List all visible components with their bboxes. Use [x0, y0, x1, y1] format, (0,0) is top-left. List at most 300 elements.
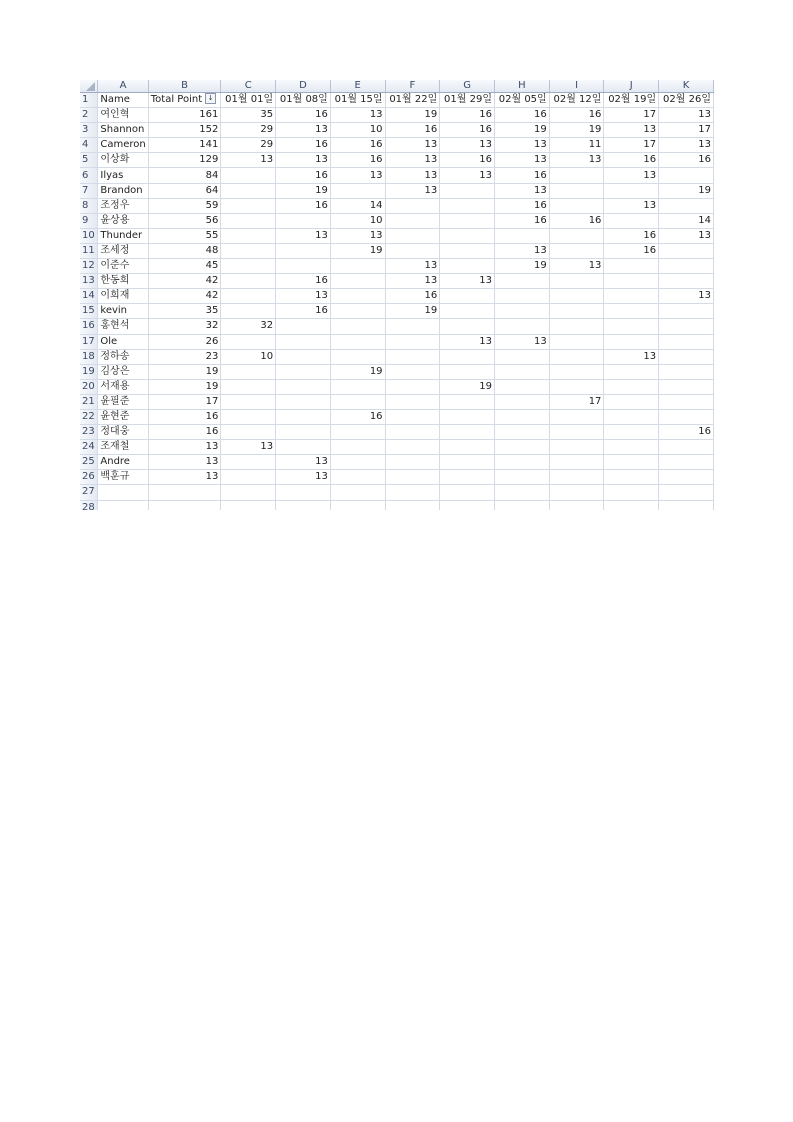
total-point-cell[interactable]: 13 [148, 455, 221, 470]
score-cell[interactable] [604, 425, 659, 440]
score-cell[interactable] [549, 379, 604, 394]
score-cell[interactable] [385, 334, 440, 349]
score-cell[interactable] [549, 304, 604, 319]
score-cell[interactable] [659, 334, 714, 349]
name-cell[interactable]: 여인혁 [98, 108, 148, 123]
score-cell[interactable] [440, 304, 495, 319]
score-cell[interactable]: 16 [659, 425, 714, 440]
score-cell[interactable]: 13 [276, 289, 331, 304]
score-cell[interactable] [440, 228, 495, 243]
score-cell[interactable] [659, 259, 714, 274]
score-cell[interactable] [604, 304, 659, 319]
column-header-d[interactable]: D [276, 80, 331, 93]
score-cell[interactable] [276, 319, 331, 334]
score-cell[interactable]: 13 [659, 138, 714, 153]
name-cell[interactable]: 정하송 [98, 349, 148, 364]
header-date-cell[interactable]: 01월 29일 [440, 93, 495, 108]
score-cell[interactable] [604, 334, 659, 349]
score-cell[interactable] [604, 289, 659, 304]
score-cell[interactable]: 16 [440, 123, 495, 138]
score-cell[interactable] [440, 243, 495, 258]
row-number[interactable]: 19 [80, 364, 98, 379]
score-cell[interactable]: 13 [494, 243, 549, 258]
score-cell[interactable]: 10 [330, 123, 385, 138]
score-cell[interactable] [494, 470, 549, 485]
score-cell[interactable] [440, 349, 495, 364]
header-date-cell[interactable]: 02월 19일 [604, 93, 659, 108]
total-point-cell[interactable]: 42 [148, 289, 221, 304]
score-cell[interactable]: 13 [385, 153, 440, 168]
score-cell[interactable] [659, 455, 714, 470]
score-cell[interactable] [549, 364, 604, 379]
score-cell[interactable]: 16 [440, 153, 495, 168]
score-cell[interactable] [494, 394, 549, 409]
score-cell[interactable] [659, 409, 714, 424]
row-number[interactable]: 23 [80, 425, 98, 440]
score-cell[interactable] [385, 455, 440, 470]
score-cell[interactable] [330, 304, 385, 319]
row-number[interactable]: 24 [80, 440, 98, 455]
score-cell[interactable]: 13 [494, 334, 549, 349]
name-cell[interactable]: 이희재 [98, 289, 148, 304]
score-cell[interactable]: 14 [659, 213, 714, 228]
score-cell[interactable]: 16 [385, 289, 440, 304]
score-cell[interactable] [549, 425, 604, 440]
score-cell[interactable] [604, 409, 659, 424]
name-cell[interactable] [98, 485, 148, 500]
score-cell[interactable] [494, 364, 549, 379]
total-point-cell[interactable]: 129 [148, 153, 221, 168]
score-cell[interactable] [494, 409, 549, 424]
score-cell[interactable] [659, 379, 714, 394]
score-cell[interactable] [494, 349, 549, 364]
score-cell[interactable] [221, 228, 276, 243]
score-cell[interactable] [276, 409, 331, 424]
score-cell[interactable] [385, 349, 440, 364]
row-number[interactable]: 16 [80, 319, 98, 334]
score-cell[interactable] [221, 289, 276, 304]
score-cell[interactable] [221, 455, 276, 470]
score-cell[interactable] [385, 500, 440, 510]
row-number[interactable]: 7 [80, 183, 98, 198]
score-cell[interactable]: 13 [385, 138, 440, 153]
row-number[interactable]: 1 [80, 93, 98, 108]
score-cell[interactable] [604, 274, 659, 289]
score-cell[interactable] [440, 213, 495, 228]
score-cell[interactable] [659, 304, 714, 319]
score-cell[interactable] [659, 168, 714, 183]
score-cell[interactable]: 13 [385, 259, 440, 274]
name-cell[interactable]: Brandon [98, 183, 148, 198]
score-cell[interactable]: 16 [440, 108, 495, 123]
score-cell[interactable] [385, 409, 440, 424]
score-cell[interactable] [385, 364, 440, 379]
name-cell[interactable]: 조세정 [98, 243, 148, 258]
score-cell[interactable] [221, 425, 276, 440]
total-point-cell[interactable]: 48 [148, 243, 221, 258]
name-cell[interactable]: 윤현준 [98, 409, 148, 424]
score-cell[interactable] [330, 334, 385, 349]
score-cell[interactable] [330, 183, 385, 198]
name-cell[interactable]: kevin [98, 304, 148, 319]
score-cell[interactable]: 13 [659, 108, 714, 123]
score-cell[interactable]: 19 [330, 364, 385, 379]
score-cell[interactable] [549, 289, 604, 304]
score-cell[interactable] [549, 470, 604, 485]
score-cell[interactable]: 13 [494, 138, 549, 153]
score-cell[interactable] [221, 259, 276, 274]
score-cell[interactable]: 13 [385, 274, 440, 289]
score-cell[interactable] [385, 198, 440, 213]
score-cell[interactable]: 29 [221, 138, 276, 153]
name-cell[interactable]: 이준수 [98, 259, 148, 274]
name-cell[interactable]: 홍현석 [98, 319, 148, 334]
name-cell[interactable]: 조재철 [98, 440, 148, 455]
score-cell[interactable]: 19 [494, 259, 549, 274]
score-cell[interactable] [276, 334, 331, 349]
score-cell[interactable] [604, 394, 659, 409]
score-cell[interactable] [330, 394, 385, 409]
score-cell[interactable] [221, 243, 276, 258]
score-cell[interactable] [330, 319, 385, 334]
score-cell[interactable] [659, 274, 714, 289]
header-name-cell[interactable]: Name [98, 93, 148, 108]
score-cell[interactable]: 19 [385, 108, 440, 123]
total-point-cell[interactable]: 17 [148, 394, 221, 409]
score-cell[interactable] [385, 228, 440, 243]
row-number[interactable]: 4 [80, 138, 98, 153]
score-cell[interactable] [494, 289, 549, 304]
score-cell[interactable] [440, 440, 495, 455]
score-cell[interactable] [385, 470, 440, 485]
total-point-cell[interactable]: 161 [148, 108, 221, 123]
score-cell[interactable] [221, 168, 276, 183]
header-date-cell[interactable]: 02월 05일 [494, 93, 549, 108]
score-cell[interactable]: 13 [330, 228, 385, 243]
score-cell[interactable] [221, 485, 276, 500]
column-header-k[interactable]: K [659, 80, 714, 93]
score-cell[interactable] [604, 319, 659, 334]
score-cell[interactable]: 19 [440, 379, 495, 394]
name-cell[interactable]: 김상은 [98, 364, 148, 379]
score-cell[interactable] [604, 500, 659, 510]
score-cell[interactable]: 13 [659, 228, 714, 243]
name-cell[interactable]: Ilyas [98, 168, 148, 183]
row-number[interactable]: 21 [80, 394, 98, 409]
row-number[interactable]: 5 [80, 153, 98, 168]
score-cell[interactable] [549, 455, 604, 470]
score-cell[interactable]: 17 [604, 138, 659, 153]
score-cell[interactable] [385, 379, 440, 394]
score-cell[interactable] [276, 259, 331, 274]
score-cell[interactable] [440, 455, 495, 470]
score-cell[interactable] [221, 304, 276, 319]
name-cell[interactable]: 윤상용 [98, 213, 148, 228]
score-cell[interactable]: 11 [549, 138, 604, 153]
score-cell[interactable] [604, 259, 659, 274]
score-cell[interactable] [659, 470, 714, 485]
row-number[interactable]: 22 [80, 409, 98, 424]
score-cell[interactable] [659, 485, 714, 500]
score-cell[interactable] [330, 440, 385, 455]
name-cell[interactable] [98, 500, 148, 510]
score-cell[interactable] [659, 198, 714, 213]
score-cell[interactable]: 16 [549, 108, 604, 123]
score-cell[interactable] [494, 228, 549, 243]
score-cell[interactable] [440, 198, 495, 213]
score-cell[interactable]: 17 [659, 123, 714, 138]
score-cell[interactable]: 16 [330, 409, 385, 424]
score-cell[interactable]: 19 [276, 183, 331, 198]
score-cell[interactable]: 13 [604, 198, 659, 213]
total-point-cell[interactable]: 64 [148, 183, 221, 198]
score-cell[interactable] [494, 425, 549, 440]
score-cell[interactable]: 16 [330, 138, 385, 153]
score-cell[interactable] [440, 425, 495, 440]
score-cell[interactable] [494, 379, 549, 394]
score-cell[interactable] [494, 455, 549, 470]
name-cell[interactable]: Andre [98, 455, 148, 470]
column-header-c[interactable]: C [221, 80, 276, 93]
score-cell[interactable] [604, 379, 659, 394]
name-cell[interactable]: Thunder [98, 228, 148, 243]
score-cell[interactable]: 13 [276, 470, 331, 485]
score-cell[interactable]: 16 [276, 274, 331, 289]
total-point-cell[interactable]: 42 [148, 274, 221, 289]
score-cell[interactable] [659, 440, 714, 455]
row-number[interactable]: 13 [80, 274, 98, 289]
header-date-cell[interactable]: 01월 22일 [385, 93, 440, 108]
select-all-corner[interactable] [80, 80, 98, 93]
name-cell[interactable]: Shannon [98, 123, 148, 138]
score-cell[interactable]: 16 [494, 213, 549, 228]
row-number[interactable]: 12 [80, 259, 98, 274]
total-point-cell[interactable]: 13 [148, 470, 221, 485]
score-cell[interactable]: 16 [276, 168, 331, 183]
total-point-cell[interactable]: 55 [148, 228, 221, 243]
column-header-a[interactable]: A [98, 80, 148, 93]
score-cell[interactable]: 13 [276, 228, 331, 243]
score-cell[interactable] [494, 440, 549, 455]
score-cell[interactable]: 17 [549, 394, 604, 409]
score-cell[interactable] [440, 289, 495, 304]
score-cell[interactable] [494, 304, 549, 319]
header-date-cell[interactable]: 02월 26일 [659, 93, 714, 108]
score-cell[interactable] [221, 274, 276, 289]
score-cell[interactable] [221, 409, 276, 424]
score-cell[interactable] [549, 198, 604, 213]
score-cell[interactable]: 16 [659, 153, 714, 168]
score-cell[interactable] [221, 364, 276, 379]
score-cell[interactable] [330, 379, 385, 394]
score-cell[interactable]: 16 [385, 123, 440, 138]
score-cell[interactable]: 13 [276, 123, 331, 138]
score-cell[interactable] [330, 500, 385, 510]
score-cell[interactable] [385, 394, 440, 409]
name-cell[interactable]: 서재용 [98, 379, 148, 394]
score-cell[interactable]: 13 [659, 289, 714, 304]
score-cell[interactable] [440, 394, 495, 409]
score-cell[interactable]: 19 [330, 243, 385, 258]
row-number[interactable]: 28 [80, 500, 98, 510]
score-cell[interactable] [221, 183, 276, 198]
score-cell[interactable]: 14 [330, 198, 385, 213]
score-cell[interactable] [549, 485, 604, 500]
score-cell[interactable]: 13 [276, 455, 331, 470]
row-number[interactable]: 6 [80, 168, 98, 183]
total-point-cell[interactable]: 16 [148, 409, 221, 424]
score-cell[interactable] [276, 440, 331, 455]
score-cell[interactable]: 13 [494, 183, 549, 198]
score-cell[interactable] [330, 425, 385, 440]
score-cell[interactable] [385, 319, 440, 334]
score-cell[interactable] [604, 470, 659, 485]
header-date-cell[interactable]: 01월 15일 [330, 93, 385, 108]
score-cell[interactable] [440, 364, 495, 379]
score-cell[interactable]: 16 [494, 168, 549, 183]
score-cell[interactable]: 16 [276, 108, 331, 123]
score-cell[interactable]: 13 [330, 108, 385, 123]
score-cell[interactable] [549, 319, 604, 334]
name-cell[interactable]: 정대웅 [98, 425, 148, 440]
header-date-cell[interactable]: 02월 12일 [549, 93, 604, 108]
score-cell[interactable] [549, 274, 604, 289]
score-cell[interactable] [549, 168, 604, 183]
score-cell[interactable] [659, 500, 714, 510]
total-point-cell[interactable]: 23 [148, 349, 221, 364]
header-date-cell[interactable]: 01월 01일 [221, 93, 276, 108]
score-cell[interactable] [440, 470, 495, 485]
total-point-cell[interactable]: 16 [148, 425, 221, 440]
score-cell[interactable] [330, 485, 385, 500]
row-number[interactable]: 20 [80, 379, 98, 394]
score-cell[interactable]: 16 [330, 153, 385, 168]
score-cell[interactable] [330, 455, 385, 470]
total-point-cell[interactable]: 45 [148, 259, 221, 274]
score-cell[interactable] [604, 455, 659, 470]
score-cell[interactable] [549, 409, 604, 424]
score-cell[interactable] [385, 213, 440, 228]
column-header-i[interactable]: I [549, 80, 604, 93]
score-cell[interactable] [276, 394, 331, 409]
score-cell[interactable] [494, 274, 549, 289]
score-cell[interactable] [604, 213, 659, 228]
score-cell[interactable] [330, 289, 385, 304]
score-cell[interactable]: 19 [659, 183, 714, 198]
column-header-b[interactable]: B [148, 80, 221, 93]
name-cell[interactable]: 한동희 [98, 274, 148, 289]
total-point-cell[interactable]: 35 [148, 304, 221, 319]
score-cell[interactable] [659, 319, 714, 334]
total-point-cell[interactable]: 13 [148, 440, 221, 455]
header-date-cell[interactable]: 01월 08일 [276, 93, 331, 108]
score-cell[interactable] [494, 319, 549, 334]
score-cell[interactable]: 13 [604, 123, 659, 138]
score-cell[interactable] [549, 228, 604, 243]
row-number[interactable]: 2 [80, 108, 98, 123]
score-cell[interactable]: 32 [221, 319, 276, 334]
column-header-h[interactable]: H [494, 80, 549, 93]
name-cell[interactable]: Ole [98, 334, 148, 349]
total-point-cell[interactable]: 84 [148, 168, 221, 183]
score-cell[interactable]: 13 [385, 183, 440, 198]
score-cell[interactable] [385, 440, 440, 455]
score-cell[interactable] [659, 394, 714, 409]
name-cell[interactable]: 윤필준 [98, 394, 148, 409]
total-point-cell[interactable]: 19 [148, 379, 221, 394]
row-number[interactable]: 10 [80, 228, 98, 243]
score-cell[interactable] [549, 500, 604, 510]
total-point-cell[interactable] [148, 485, 221, 500]
row-number[interactable]: 17 [80, 334, 98, 349]
score-cell[interactable] [276, 500, 331, 510]
row-number[interactable]: 26 [80, 470, 98, 485]
score-cell[interactable] [549, 243, 604, 258]
score-cell[interactable]: 13 [440, 138, 495, 153]
score-cell[interactable]: 13 [549, 153, 604, 168]
score-cell[interactable] [276, 243, 331, 258]
row-number[interactable]: 3 [80, 123, 98, 138]
score-cell[interactable]: 19 [549, 123, 604, 138]
column-header-f[interactable]: F [385, 80, 440, 93]
row-number[interactable]: 14 [80, 289, 98, 304]
score-cell[interactable] [221, 198, 276, 213]
score-cell[interactable] [385, 425, 440, 440]
score-cell[interactable]: 19 [385, 304, 440, 319]
score-cell[interactable]: 13 [440, 168, 495, 183]
score-cell[interactable]: 16 [494, 198, 549, 213]
score-cell[interactable] [385, 485, 440, 500]
score-cell[interactable] [385, 243, 440, 258]
score-cell[interactable] [494, 500, 549, 510]
score-cell[interactable]: 16 [276, 304, 331, 319]
row-number[interactable]: 27 [80, 485, 98, 500]
score-cell[interactable]: 16 [549, 213, 604, 228]
score-cell[interactable]: 13 [604, 349, 659, 364]
score-cell[interactable] [221, 394, 276, 409]
score-cell[interactable]: 19 [494, 123, 549, 138]
score-cell[interactable]: 13 [440, 274, 495, 289]
score-cell[interactable]: 17 [604, 108, 659, 123]
score-cell[interactable] [330, 470, 385, 485]
total-point-cell[interactable]: 59 [148, 198, 221, 213]
score-cell[interactable] [659, 349, 714, 364]
score-cell[interactable] [276, 349, 331, 364]
score-cell[interactable] [221, 213, 276, 228]
score-cell[interactable]: 16 [494, 108, 549, 123]
score-cell[interactable] [494, 485, 549, 500]
score-cell[interactable]: 13 [494, 153, 549, 168]
total-point-cell[interactable] [148, 500, 221, 510]
total-point-cell[interactable]: 152 [148, 123, 221, 138]
score-cell[interactable] [604, 183, 659, 198]
score-cell[interactable] [276, 425, 331, 440]
score-cell[interactable] [221, 379, 276, 394]
score-cell[interactable]: 35 [221, 108, 276, 123]
score-cell[interactable]: 10 [330, 213, 385, 228]
column-header-g[interactable]: G [440, 80, 495, 93]
name-cell[interactable]: Cameron [98, 138, 148, 153]
column-header-e[interactable]: E [330, 80, 385, 93]
score-cell[interactable] [276, 364, 331, 379]
score-cell[interactable]: 16 [276, 198, 331, 213]
score-cell[interactable] [276, 379, 331, 394]
score-cell[interactable] [440, 409, 495, 424]
score-cell[interactable] [549, 334, 604, 349]
total-point-cell[interactable]: 26 [148, 334, 221, 349]
score-cell[interactable]: 16 [604, 228, 659, 243]
score-cell[interactable] [549, 440, 604, 455]
